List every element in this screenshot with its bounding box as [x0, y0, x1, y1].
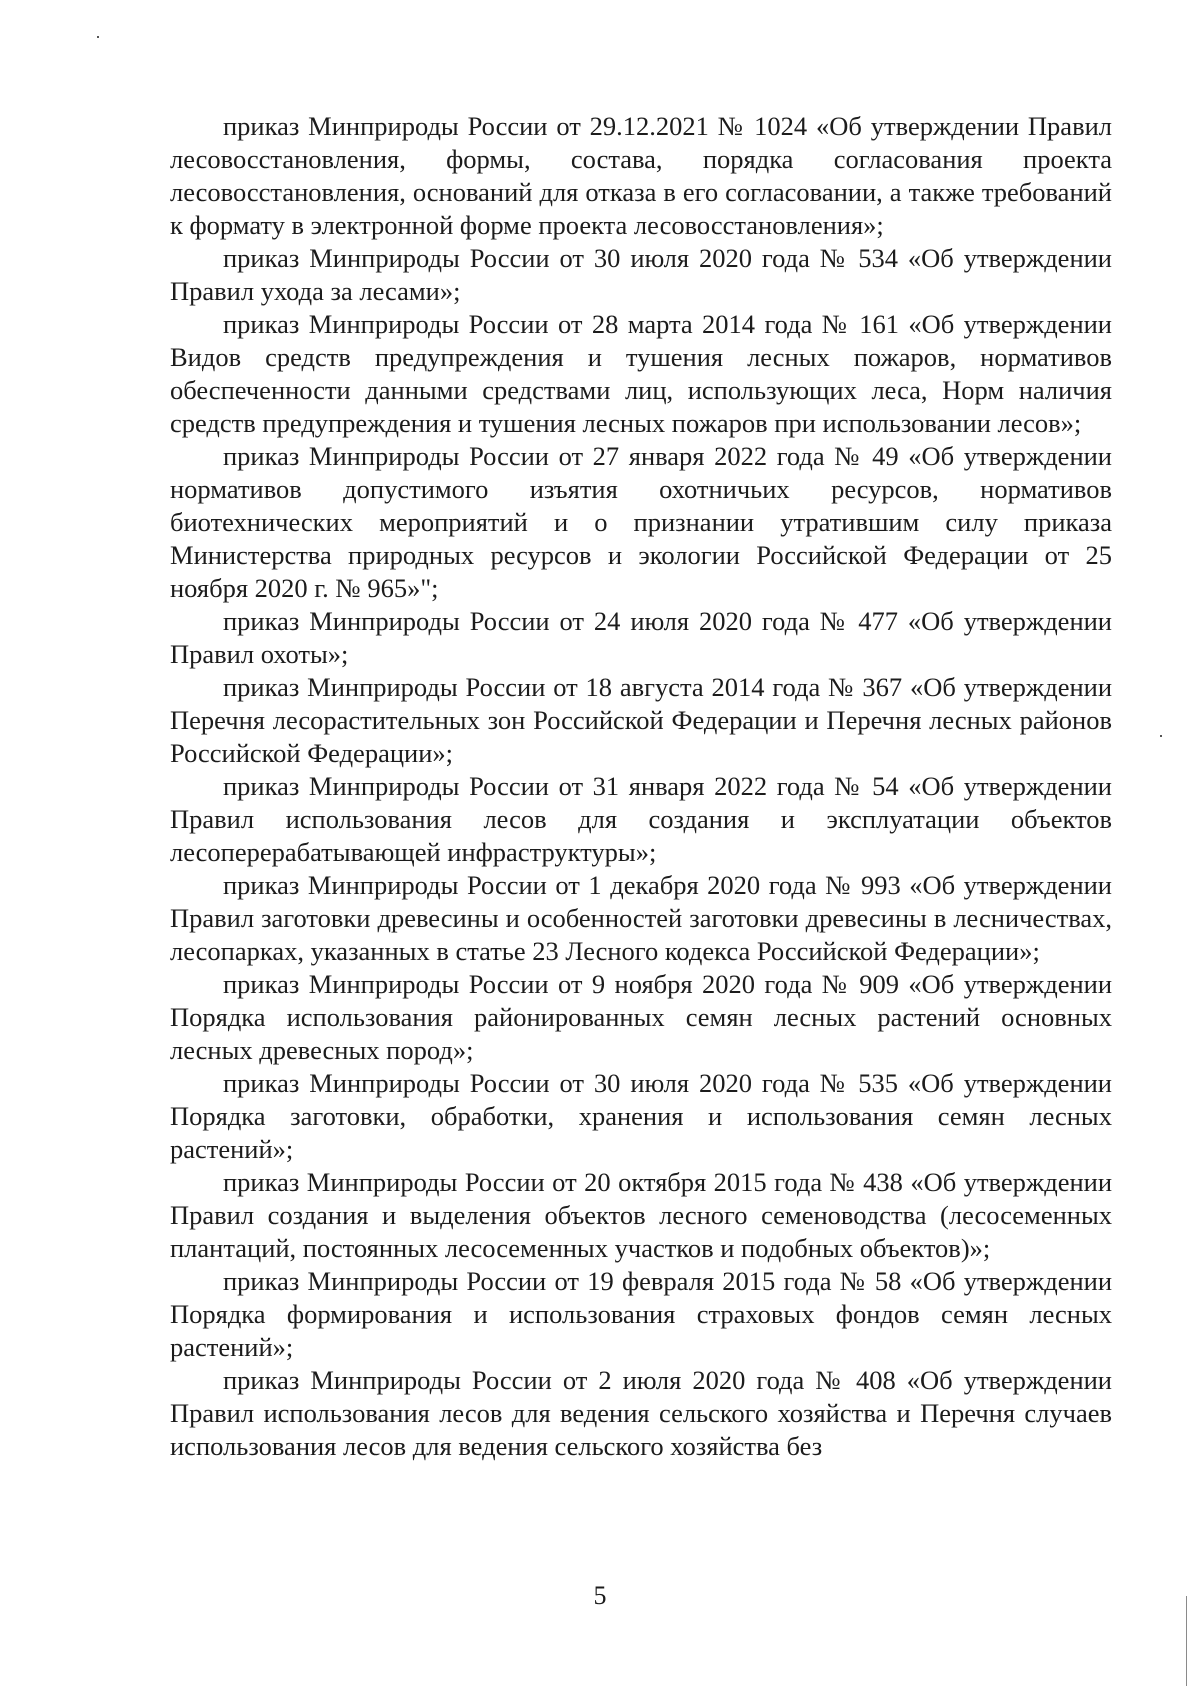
scan-speck	[97, 36, 99, 38]
document-body	[170, 110, 1112, 1463]
order-paragraph: приказ Минприроды России от 29.12.2021 № 1024 «Об утверждении Правил лесовосстановления, формы, состава, порядка согласования проекта лесовосстановления, оснований для отказа в его согласовании, а также требований к формату в электронной форме проекта лесовосстановления»;	[170, 111, 1112, 240]
order-paragraph: приказ Минприроды России от 30 июля 2020 года № 534 «Об утверждении Правил ухода за лесами»;	[170, 243, 1112, 306]
order-paragraph: приказ Минприроды России от 20 октября 2015 года № 438 «Об утверждении Правил создания и выделения объектов лесного семеноводства (лесосеменных плантаций, постоянных лесосеменных участков и подобных объектов)»;	[170, 1167, 1112, 1263]
order-paragraph: приказ Минприроды России от 28 марта 2014 года № 161 «Об утверждении Видов средств предупреждения и тушения лесных пожаров, нормативов обеспеченности данными средствами лиц, использующих леса, Норм наличия средств предупреждения и тушения лесных пожаров при использовании лесов»;	[170, 309, 1112, 438]
page-number: 5	[593, 1581, 607, 1610]
order-paragraph: приказ Минприроды России от 27 января 2022 года № 49 «Об утверждении нормативов допустимого изъятия охотничьих ресурсов, нормативов биотехнических мероприятий и о признании утратившим силу приказа Министерства природных ресурсов и экологии Российской Федерации от 25 ноября 2020 г. № 965»";	[170, 441, 1112, 603]
scan-speck	[1160, 735, 1162, 737]
order-paragraph: приказ Минприроды России от 24 июля 2020 года № 477 «Об утверждении Правил охоты»;	[170, 606, 1112, 669]
order-paragraph: приказ Минприроды России от 31 января 2022 года № 54 «Об утверждении Правил использования лесов для создания и эксплуатации объектов лесоперерабатывающей инфраструктуры»;	[170, 771, 1112, 867]
order-paragraph: приказ Минприроды России от 30 июля 2020 года № 535 «Об утверждении Порядка заготовки, обработки, хранения и использования семян лесных растений»;	[170, 1068, 1112, 1164]
order-paragraph: приказ Минприроды России от 18 августа 2014 года № 367 «Об утверждении Перечня лесорастительных зон Российской Федерации и Перечня лесных районов Российской Федерации»;	[170, 672, 1112, 768]
order-paragraph: приказ Минприроды России от 19 февраля 2015 года № 58 «Об утверждении Порядка формирования и использования страховых фондов семян лесных растений»;	[170, 1266, 1112, 1362]
order-paragraph: приказ Минприроды России от 9 ноября 2020 года № 909 «Об утверждении Порядка использования районированных семян лесных растений основных лесных древесных пород»;	[170, 969, 1112, 1065]
order-paragraph: приказ Минприроды России от 1 декабря 2020 года № 993 «Об утверждении Правил заготовки древесины и особенностей заготовки древесины в лесничествах, лесопарках, указанных в статье 23 Лесного кодекса Российской Федерации»;	[170, 870, 1112, 966]
order-paragraph: приказ Минприроды России от 2 июля 2020 года № 408 «Об утверждении Правил использования лесов для ведения сельского хозяйства и Перечня случаев использования лесов для ведения сельского хозяйства без	[170, 1365, 1112, 1461]
